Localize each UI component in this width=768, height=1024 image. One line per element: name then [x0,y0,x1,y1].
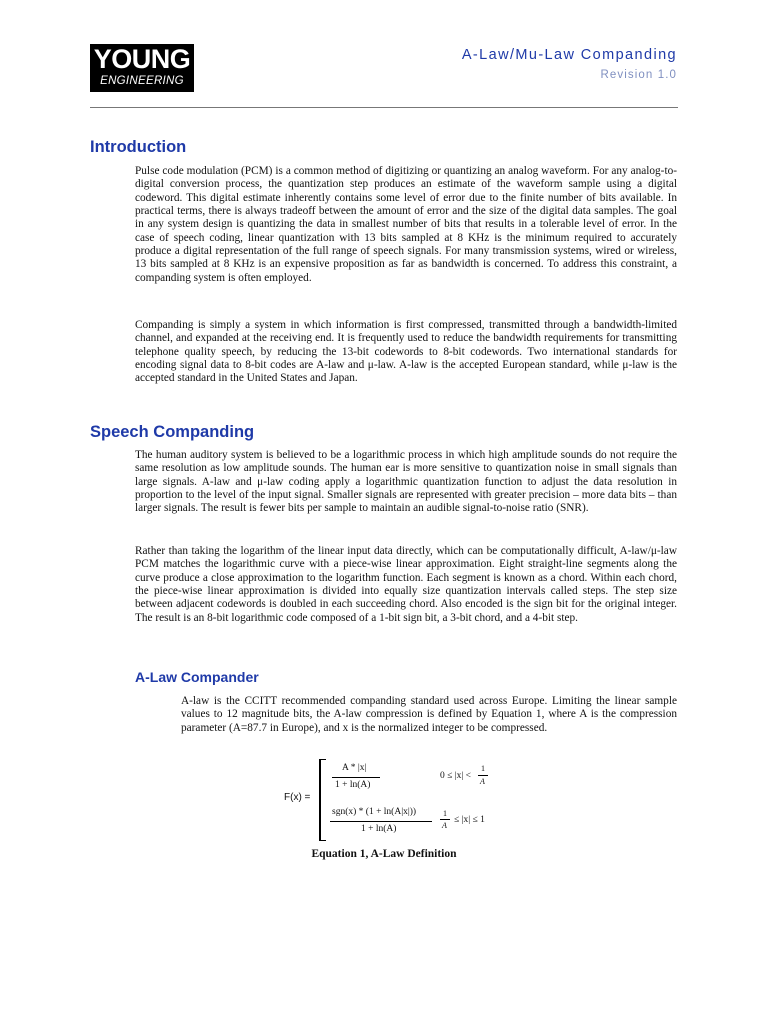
revision-label: Revision 1.0 [600,69,677,81]
case1-denominator: 1 + ln(A) [335,780,371,790]
intro-paragraph-1: Pulse code modulation (PCM) is a common method of digitizing or quantizing an analog waveform. For any analog-to-digital conversion process, the quantization step produces an estimate of the waveform sample using a digital codeword. This digital estimate inherently contains some level of error due to the finite number of bits available. In practical terms, there is always tradeoff between the amount of error and the size of the digital data samples. The goal in any system design is quantizing the data in smallest number of bits that results in a tolerable level of error. In the case of speech coding, linear quantization with 13 bits sampled at 8 KHz is the minimum required to accurately produce a digital representation of the full range of speech signals. For many transmission systems, wired or wireless, 13 bits sampled at 8 KHz is an expensive proposition as far as bandwidth is concerned. To address this constraint, a companding system is often employed. [135,165,677,284]
company-logo [90,44,194,92]
case2-denominator: 1 + ln(A) [361,824,397,834]
case2-fraction-bar [330,821,432,822]
equation-brace [319,759,326,841]
heading-introduction: Introduction [90,138,187,156]
alaw-equation [270,755,530,843]
logo-text-young: YOUNG [93,44,191,74]
logo-text-engineering: ENGINEERING [100,75,184,87]
equation-caption: Equation 1, A-Law Definition [311,848,457,860]
heading-alaw-compander: A-Law Compander [135,669,259,685]
case2-numerator: sgn(x) * (1 + ln(A|x|)) [332,807,417,817]
speech-paragraph-2: Rather than taking the logarithm of the linear input data directly, which can be computationally difficult, A-law/μ-law PCM matches the logarithmic curve with a piece-wise linear approximation. Eight straight-line segments along the curve produce a close approximation to the logarithm function. Each segment is known as a chord. Within each chord, the piece-wise linear approximation is divided into equally size quantization intervals called steps. The step size between adjacent codewords is doubled in each succeeding chord. Also encoded is the sign bit for the original integer. The result is an 8-bit logarithmic code composed of a 1-bit sign bit, a 3-bit chord, and a 4-bit step. [135,545,677,624]
case1-condition-denominator: A [480,777,485,786]
case1-condition-numerator: 1 [481,764,485,773]
case2-condition-denominator: A [442,821,447,830]
case1-condition: 0 ≤ |x| < [440,771,472,781]
header-divider [90,107,678,108]
intro-paragraph-2: Companding is simply a system in which information is first compressed, transmitted through a bandwidth-limited channel, and expanded at the receiving end. It is frequently used to reduce the bandwidth requirements for transmitting telephone quality speech, by reducing the 13-bit codewords to 8-bit codewords. Two international standards for encoding signal data to 8-bit codes are A-law and μ-law. A-law is the accepted European standard, while μ-law is the accepted standard in the United States and Japan. [135,319,677,385]
case1-condition-bar [478,775,488,776]
alaw-paragraph-1: A-law is the CCITT recommended companding standard used across Europe. Limiting the linear sample values to 12 magnitude bits, the A-law compression is defined by Equation 1, where A is the compression parameter (A=87.7 in Europe), and x is the normalized integer to be compressed. [181,695,677,734]
equation-lhs: F(x) = [284,792,311,803]
speech-paragraph-1: The human auditory system is believed to be a logarithmic process in which high amplitude sounds do not require the same resolution as low amplitude sounds. The human ear is more sensitive to quantization noise in small signals than large signals. A-law and μ-law coding apply a logarithmic quantization function to adjust the data resolution in proportion to the level of the input signal. Smaller signals are represented with greater precision – more data bits – than larger signals. The result is fewer bits per sample to maintain an audible signal-to-noise ratio (SNR). [135,449,677,515]
document-title: A-Law/Mu-Law Companding [461,47,677,63]
case2-condition-bar [440,819,450,820]
heading-speech-companding: Speech Companding [90,423,255,441]
case2-condition-numerator: 1 [443,809,447,818]
case1-fraction-bar [332,777,380,778]
case1-numerator: A * |x| [342,763,367,773]
case2-condition: ≤ |x| ≤ 1 [454,815,485,825]
